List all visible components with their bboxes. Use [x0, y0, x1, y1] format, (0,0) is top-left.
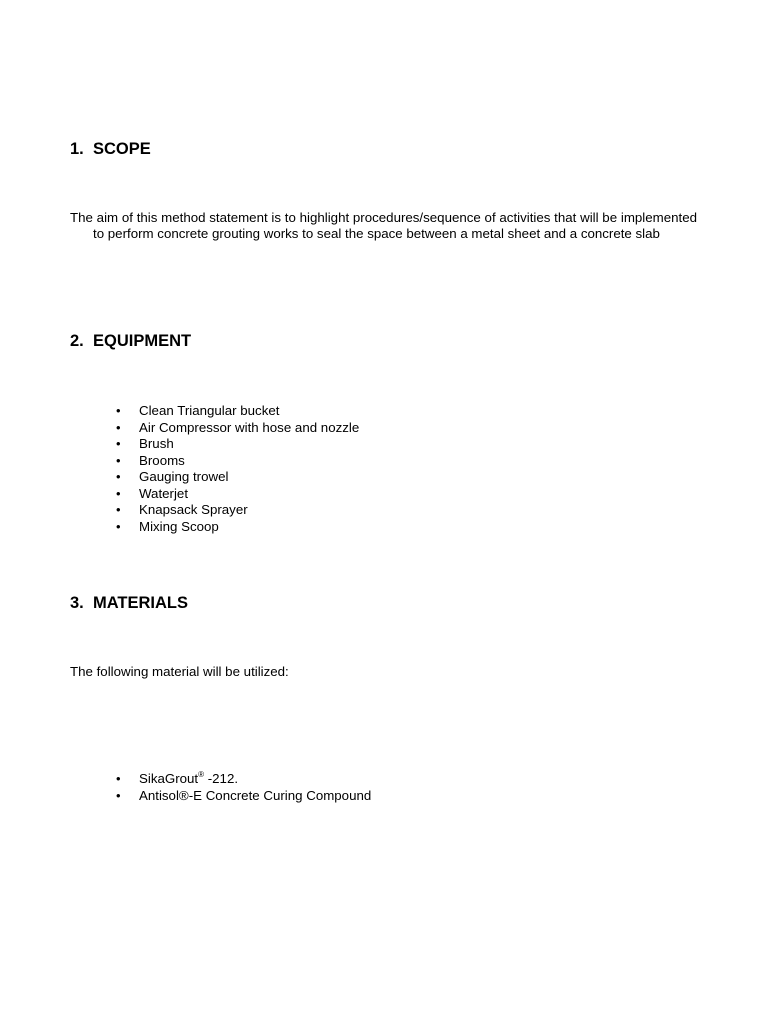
list-item-text: Gauging trowel [139, 469, 229, 484]
section-heading-scope [70, 139, 151, 159]
list-item [0, 486, 359, 503]
bullet-icon: • [116, 469, 121, 484]
material-suffix: -212. [204, 771, 239, 786]
bullet-icon: • [116, 502, 121, 517]
list-item-text: Antisol®-E Concrete Curing Compound [139, 787, 372, 803]
bullet-icon: • [116, 771, 121, 786]
list-item-text: Brush [139, 436, 174, 451]
list-item-text: Knapsack Sprayer [139, 502, 248, 517]
list-item [0, 436, 359, 453]
list-item-text: Air Compressor with hose and nozzle [139, 419, 360, 435]
scope-paragraph: The aim of this method statement is to highlight procedures/sequence of activities that will be implemented to perform concrete grouting works to seal the space between a metal sheet and a concrete slab [70, 210, 697, 241]
bullet-icon: • [116, 485, 121, 501]
section-heading-equipment [70, 331, 191, 351]
equipment-list [0, 403, 359, 535]
section-number: 2. [70, 332, 84, 350]
section-heading-materials [70, 593, 188, 613]
bullet-icon: • [116, 518, 121, 534]
list-item [0, 502, 359, 519]
list-item [0, 788, 371, 805]
bullet-icon: • [116, 452, 121, 468]
section-number: 1. [70, 140, 84, 158]
list-item-text: Brooms [139, 452, 185, 468]
section-number: 3. [70, 594, 84, 612]
materials-intro: The following material will be utilized: [70, 664, 289, 679]
list-item [0, 771, 371, 788]
list-item-text: Mixing Scoop [139, 518, 219, 534]
list-item-text: Waterjet [139, 485, 189, 501]
list-item [0, 469, 359, 486]
bullet-icon: • [116, 787, 121, 803]
bullet-icon: • [116, 436, 121, 451]
list-item [0, 403, 359, 420]
section-title: EQUIPMENT [93, 332, 192, 350]
list-item [0, 519, 359, 536]
list-item-text: Clean Triangular bucket [139, 403, 280, 418]
section-title: SCOPE [93, 140, 151, 158]
bullet-icon: • [116, 419, 121, 435]
registered-mark: ® [198, 770, 205, 779]
material-name: SikaGrout [139, 771, 199, 786]
materials-list [0, 771, 371, 804]
list-item [0, 420, 359, 437]
bullet-icon: • [116, 403, 121, 418]
list-item [0, 453, 359, 470]
section-title: MATERIALS [93, 594, 189, 612]
